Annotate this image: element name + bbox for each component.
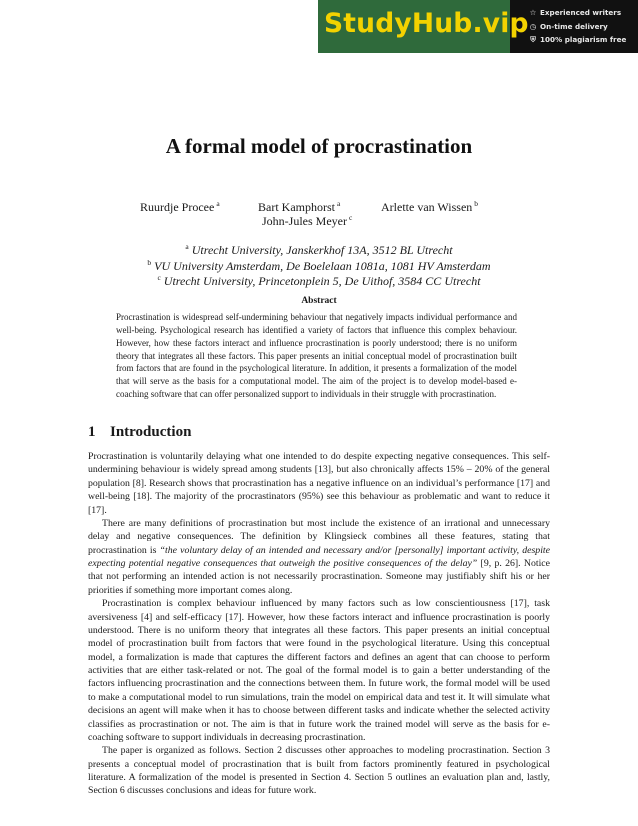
author-meyer [262,213,352,229]
studyhub-logo[interactable] [318,0,529,53]
affil-mark: a [185,242,189,251]
section-body [88,450,550,798]
feature-experienced-writers [529,6,637,20]
affil-mark: c [157,273,161,282]
affil-text: Utrecht University, Princetonplein 5, De Uithof, 3584 CC Utrecht [163,274,481,288]
author-affil-mark: b [474,199,479,208]
affil-mark: b [147,258,152,267]
author-affil-mark: a [216,199,220,208]
paper-title: A formal model of procrastination [165,134,473,158]
section-number: 1 [88,424,96,440]
clock-icon: ◷ [529,21,537,31]
author-affil-mark: c [348,213,353,222]
affiliation-a [0,242,638,258]
affil-text: VU University Amsterdam, De Boelelaan 1081a, 1081 HV Amsterdam [154,259,491,273]
studyhub-logo-text: StudyHub.vip [324,8,529,39]
paragraph-4: The paper is organized as follows. Section 2 discusses other approaches to modeling procrastination. Section 3 presents a conceptual model of procrastination that is built from factors prominently featured in psychological literature. A formalization of the model is presented in Section 4. Section 5 outlines an evaluation plan and, lastly, Section 6 discusses conclusions and ideas for future work. [88,745,550,797]
feature-label: 100% plagiarism free [540,35,627,45]
author-name: Ruurdje Procee [140,200,215,214]
author-van-wissen [381,199,478,215]
affiliation-b [0,258,638,274]
affiliation-c [0,273,638,289]
author-name: Bart Kamphorst [258,200,335,214]
paragraph-3: Procrastination is complex behaviour influenced by many factors such as low conscientiousness [17], task aversiveness [4] and self-efficacy [17]. However, how these factors interact and influence procrastination is poorly understood. There is no uniform theory that integrates all these factors. This paper presents an initial conceptual model of procrastination built from factors that were found in the psychological literature. Using this conceptual model, a formalization is made that captures the different factors and defines an agent that can choose to perform activities that are either task-related or not. The goal of the formal model is to gain a better understanding of the factors influencing procrastination and the connections between them. In future work, the formal model will be used to make a computational model to run simulations, train the model on empirical data and test it. It will simulate what decisions an agent will make when it has to choose between different tasks and indicate whether the selected activity classifies as procrastination or not. The aim is that in future work the trained model will serve as the basis for e-coaching software to support individuals in decreasing procrastination. [88,598,550,743]
paragraph-2 [88,517,550,597]
section-title: Introduction [110,424,192,440]
paragraph-2-intro: There are many definitions of procrastination but most include the existence of an irrational and unnecessary delay and negative consequences. The definition by Klingsieck combines all these features, stating that procrastination is [88,517,550,556]
author-affil-mark: a [337,199,341,208]
abstract-heading: Abstract [301,296,337,306]
feature-label: Experienced writers [540,8,622,18]
section-heading [88,424,191,441]
feature-on-time-delivery [529,20,637,34]
studyhub-banner[interactable] [318,0,638,53]
banner-feature-list [529,6,637,47]
shield-icon: ⛨ [530,34,536,44]
author-procee [140,199,220,215]
feature-plagiarism-free [529,33,637,47]
definition-quote: “the voluntary delay of an intended and necessary and/or [personally] important activity, despite expecting potential negative consequences that outweigh the positive consequences of the delay” [88,544,550,569]
affil-text: Utrecht University, Janskerkhof 13A, 3512 BL Utrecht [191,243,453,257]
author-name: John-Jules Meyer [262,214,347,228]
paragraph-2-rest: [9, p. 26]. Notice that not performing an intended action is not necessarily procrastination. Someone may justifiably shift his or her priorities if something more important comes along. [88,558,550,596]
star-icon: ☆ [529,8,537,18]
paragraph-1: Procrastination is voluntarily delaying what one intended to do despite expecting negative consequences. This self-undermining behaviour is widely spread among students [13], but also chronically affects 15% – 20% of the general population [8]. Research shows that procrastination has a negative influence on an individual’s performance [17] and well-being [18]. The majority of the procrastinators (95%) see this behaviour as problematic and want to reduce it [17]. [88,451,550,516]
abstract-text: Procrastination is widespread self-undermining behaviour that negatively impacts individual performance and well-being. Psychological research has identified a variety of factors that influence this complex behaviour. However, how these factors interact and influence procrastination is poorly understood; there is no uniform theory that integrates all these factors. This paper presents an initial conceptual model of procrastination built from factors that are found in the psychological literature. In addition, it presents a formalization of the model that will serve as the basis for a computational model. The aim of the project is to develop model-based e-coaching software that can offer personalized support to individuals in their struggle with procrastination. [116,312,517,400]
author-name: Arlette van Wissen [381,200,473,214]
feature-label: On-time delivery [540,21,608,31]
